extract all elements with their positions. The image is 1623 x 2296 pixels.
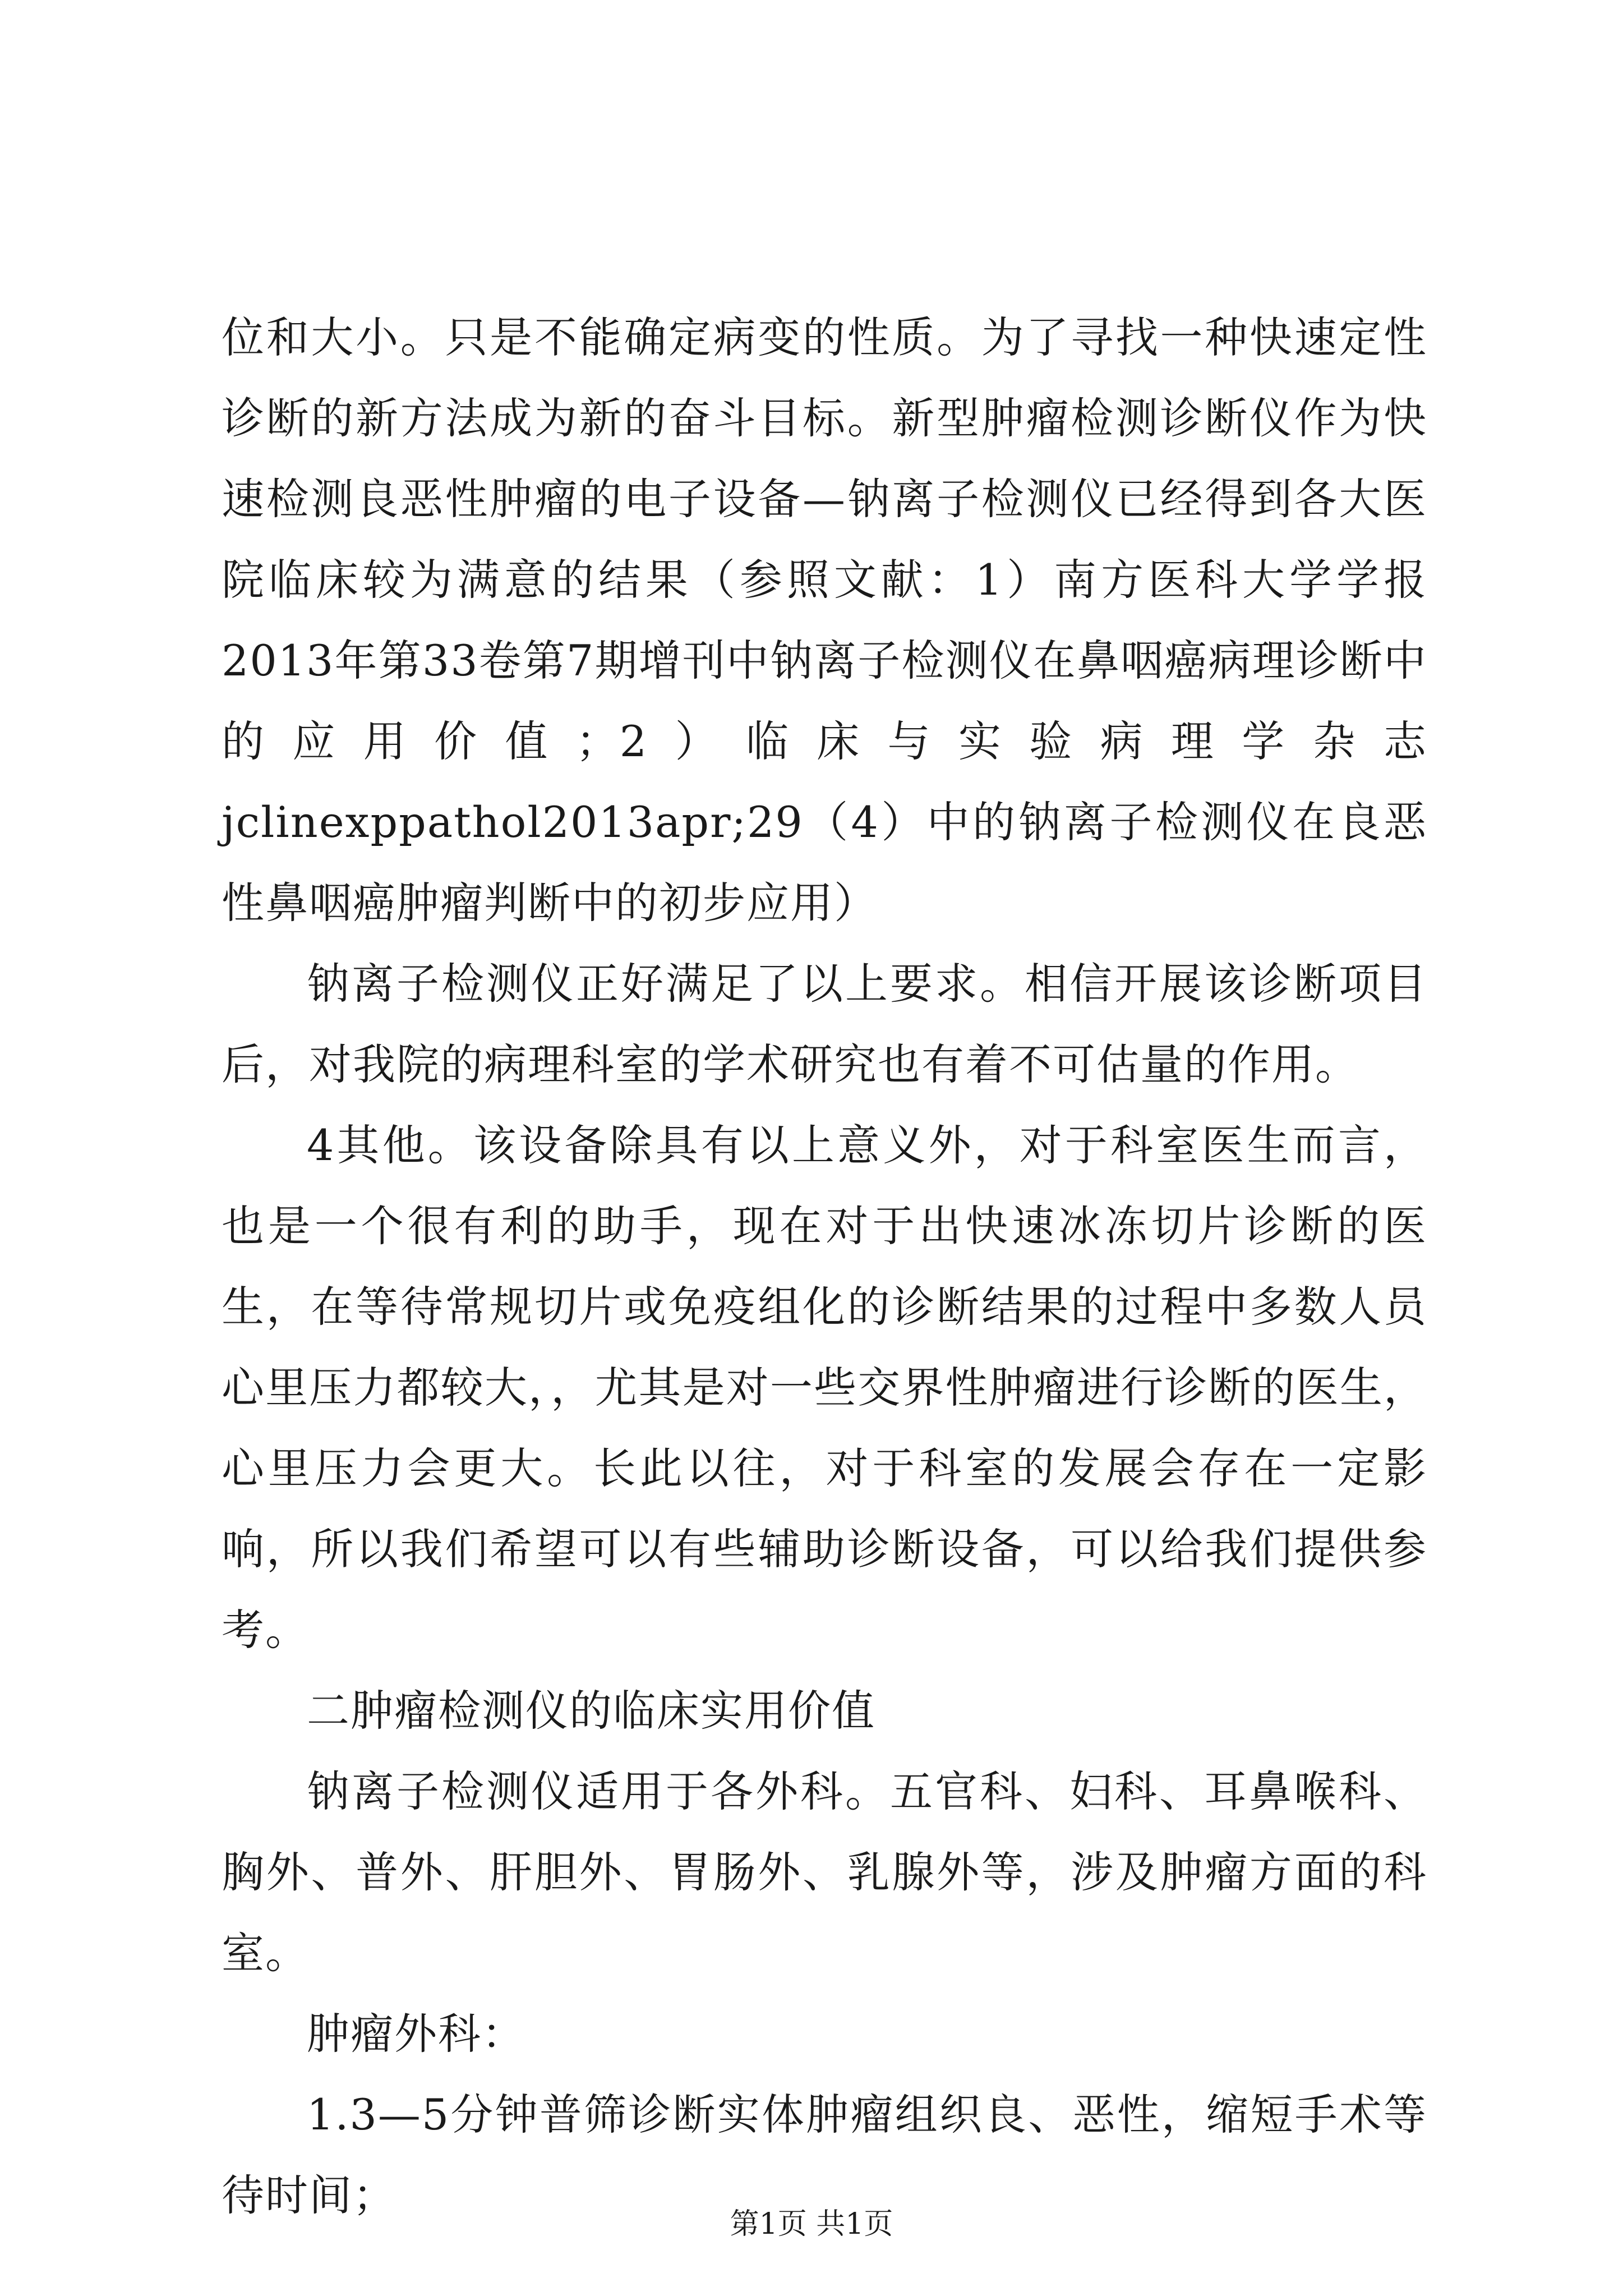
paragraph-requirements: 钠离子检测仪正好满足了以上要求。相信开展该诊断项目后，对我院的病理科室的学术研究也有着不可估量的作用。 [222, 959, 1427, 1089]
section-heading-clinical-value: 二肿瘤检测仪的临床实用价值 [307, 1686, 875, 1736]
paragraph-other: 4其他。该设备除具有以上意义外，对于科室医生而言，也是一个很有利的助手，现在对于出快速冰冻切片诊断的医生，在等待常规切片或免疫组化的诊断结果的过程中多数人员心里压力都较大，，尤其是对一些交界性肿瘤进行诊断的医生，心里压力会更大。长此以往，对于科室的发展会存在一定影响，所以我们希望可以有些辅助诊断设备，可以给我们提供参考。 [222, 1120, 1427, 1655]
paragraph-continuation: 位和大小。只是不能确定病变的性质。为了寻找一种快速定性诊断的新方法成为新的奋斗目标。新型肿瘤检测诊断仪作为快速检测良恶性肿瘤的电子设备—钠离子检测仪已经得到各大医院临床较为满意的结果（参照文献：1）南方医科大学学报2013年第33卷第7期增刊中钠离子检测仪在鼻咽癌病理诊断中的应用价值；2）临床与实验病理学杂志jclinexppathol2013apr;29（4）中的钠离子检测仪在良恶性鼻咽癌肿瘤判断中的初步应用） [222, 312, 1427, 928]
page-footer: 第1页 共1页 [730, 2207, 893, 2241]
subheading-tumor-surgery: 肿瘤外科： [307, 2009, 525, 2059]
list-item-screening: 1.3—5分钟普筛诊断实体肿瘤组织良、恶性，缩短手术等待时间； [222, 2090, 1427, 2220]
paragraph-applicable-departments: 钠离子检测仪适用于各外科。五官科、妇科、耳鼻喉科、胸外、普外、肝胆外、胃肠外、乳腺外等，涉及肿瘤方面的科室。 [222, 1766, 1427, 1978]
document-body [222, 297, 1427, 2236]
